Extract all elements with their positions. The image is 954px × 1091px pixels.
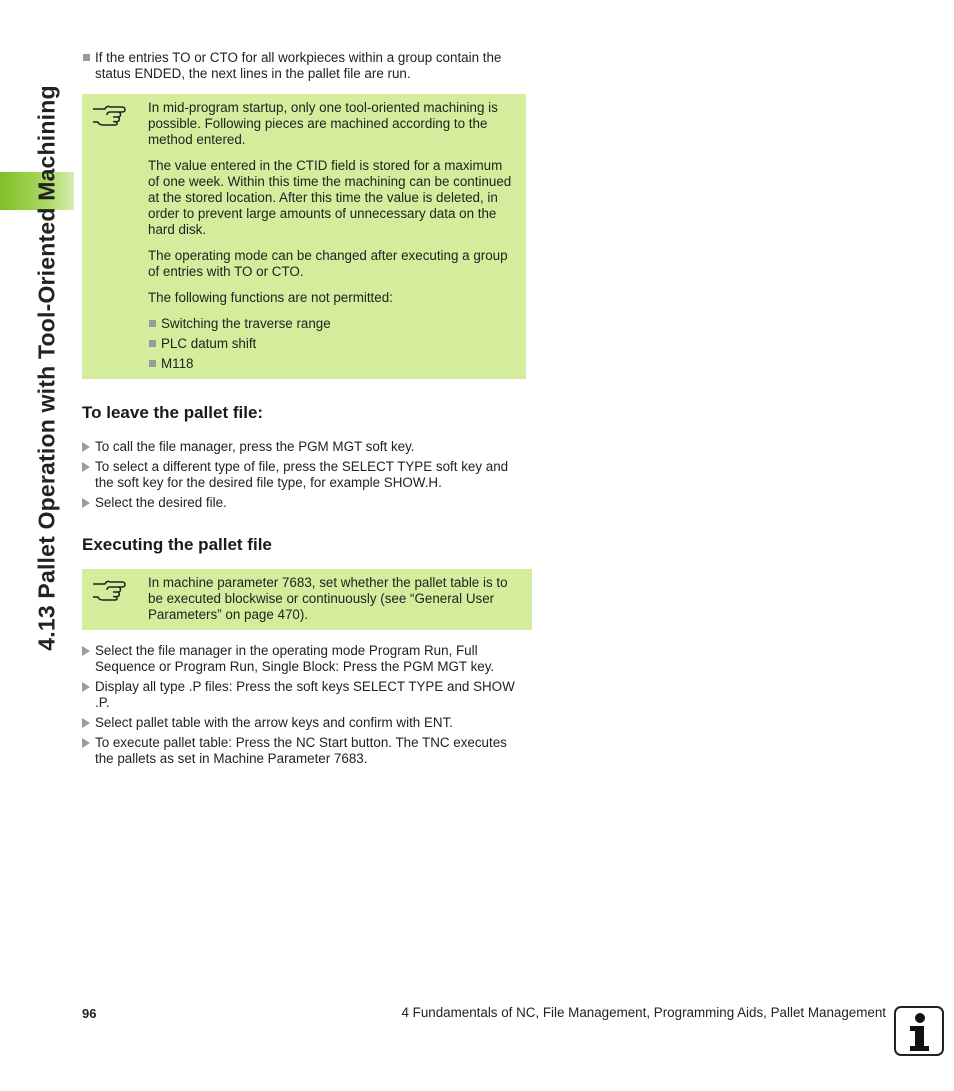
step-item: [82, 679, 526, 711]
section-heading-execute: Executing the pallet file: [82, 535, 272, 554]
info-icon: [894, 1006, 944, 1056]
square-bullet-icon: [149, 340, 156, 347]
arrow-bullet-icon: [82, 498, 90, 508]
pointing-hand-icon: [91, 102, 127, 126]
note-paragraph: The following functions are not permitted:: [148, 290, 393, 305]
step-text: To call the file manager, press the PGM MGT soft key.: [95, 439, 415, 454]
pointing-hand-icon: [91, 577, 127, 601]
square-bullet-icon: [149, 360, 156, 367]
arrow-bullet-icon: [82, 442, 90, 452]
note-paragraph: The value entered in the CTID field is stored for a maximum of one week. Within this time the machining can be continued at the stored location. After this time the value is deleted, in order to prevent large amounts of unnecessary data on the hard disk.: [148, 158, 512, 237]
note-paragraph: In mid-program startup, only one tool-oriented machining is possible. Following pieces are machined according to the method entered.: [148, 100, 498, 147]
list-item-text: M118: [161, 356, 194, 371]
step-item: [82, 439, 526, 455]
step-text: Select pallet table with the arrow keys and confirm with ENT.: [95, 715, 453, 730]
list-item-text: PLC datum shift: [161, 336, 257, 351]
side-chapter-title-text: 4.13 Pallet Operation with Tool-Oriented Machining: [34, 85, 61, 651]
list-item: [148, 336, 516, 352]
arrow-bullet-icon: [82, 718, 90, 728]
step-text: Display all type .P files: Press the soft keys SELECT TYPE and SHOW .P.: [95, 679, 515, 710]
step-item: [82, 643, 526, 675]
arrow-bullet-icon: [82, 646, 90, 656]
note-paragraph: In machine parameter 7683, set whether the pallet table is to be executed blockwise or continuously (see “General User Parameters” on page 470).: [148, 575, 508, 622]
section-heading-leave: To leave the pallet file:: [82, 403, 264, 422]
execute-steps: [82, 643, 526, 767]
intro-bullet-text: If the entries TO or CTO for all workpieces within a group contain the status ENDED, the next lines in the pallet file are run.: [95, 50, 502, 81]
main-content: [82, 50, 526, 771]
step-item: [82, 715, 526, 731]
list-item: [148, 356, 516, 372]
leave-steps: [82, 439, 526, 511]
step-item: [82, 459, 526, 491]
note-box-startup: [82, 94, 526, 379]
list-item-text: Switching the traverse range: [161, 316, 331, 331]
arrow-bullet-icon: [82, 462, 90, 472]
not-permitted-list: [148, 316, 516, 372]
step-text: Select the desired file.: [95, 495, 227, 510]
side-chapter-title: [27, 52, 67, 684]
page-number: 96: [82, 1006, 97, 1021]
step-text: To execute pallet table: Press the NC Start button. The TNC executes the pallets as set in Machine Parameter 7683.: [95, 735, 507, 766]
note-paragraph: The operating mode can be changed after executing a group of entries with TO or CTO.: [148, 248, 508, 279]
chapter-footer: 4 Fundamentals of NC, File Management, Programming Aids, Pallet Management: [401, 1005, 886, 1020]
step-item: [82, 495, 526, 511]
arrow-bullet-icon: [82, 738, 90, 748]
note-box-machine-parameter: [82, 569, 532, 630]
square-bullet-icon: [149, 320, 156, 327]
step-item: [82, 735, 526, 767]
step-text: Select the file manager in the operating mode Program Run, Full Sequence or Program Run, Single Block: Press the PGM MGT key.: [95, 643, 495, 674]
list-item: [148, 316, 516, 332]
square-bullet-icon: [83, 54, 90, 61]
step-text: To select a different type of file, press the SELECT TYPE soft key and the soft key for the desired file type, for example SHOW.H.: [95, 459, 509, 490]
intro-bullet: [82, 50, 526, 82]
arrow-bullet-icon: [82, 682, 90, 692]
